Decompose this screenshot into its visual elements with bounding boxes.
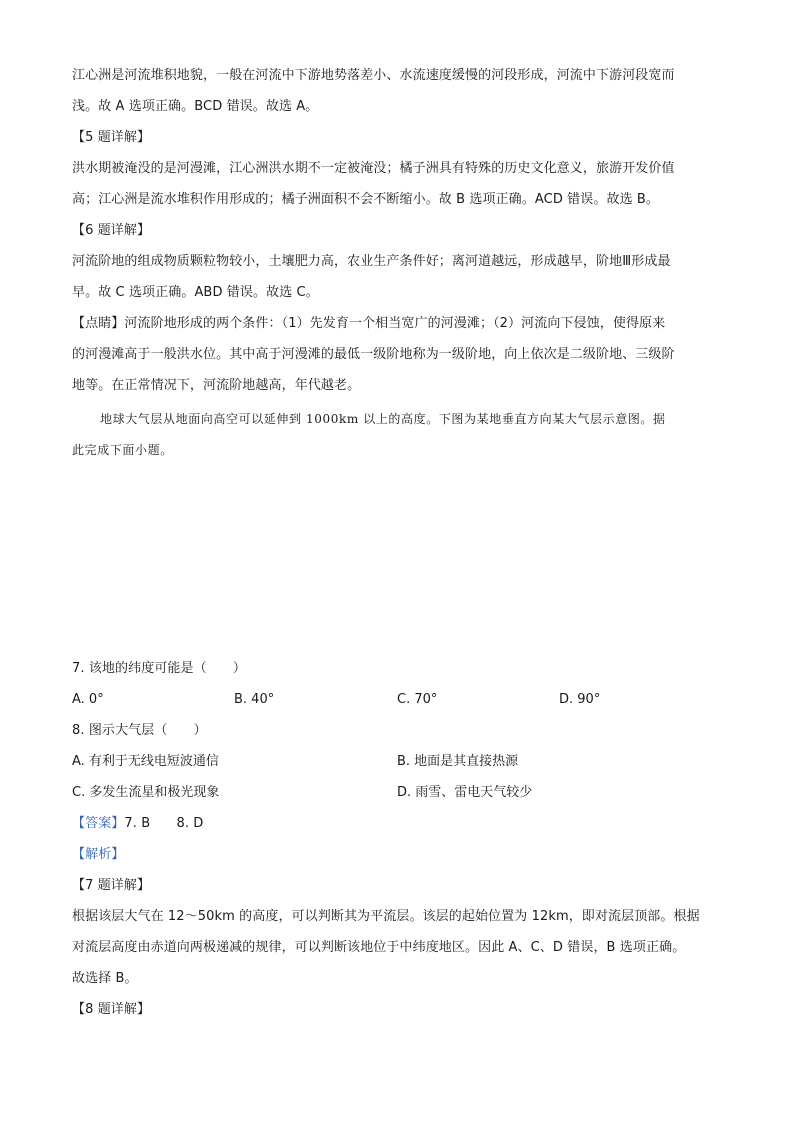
text-line: 早。故 C 选项正确。ABD 错误。故选 C。 bbox=[72, 285, 319, 300]
text-line: 浅。故 A 选项正确。BCD 错误。故选 A。 bbox=[72, 99, 319, 114]
intro-line: 此完成下面小题。 bbox=[72, 443, 173, 457]
answer-label: 【答案】 bbox=[72, 816, 125, 831]
q8-option-d: D. 雨雪、雷电天气较少 bbox=[397, 785, 533, 800]
q8-detail-heading: 【8 题详解】 bbox=[72, 1002, 151, 1017]
q7-stem: 7. 该地的纬度可能是（ ） bbox=[72, 661, 247, 676]
q7-option-d: D. 90° bbox=[559, 692, 601, 707]
text-line: 河流阶地的组成物质颗粒物较小，土壤肥力高，农业生产条件好；离河道越远，形成越早，阶地Ⅲ形成最 bbox=[72, 254, 671, 269]
answer-text: 7. B 8. D bbox=[124, 816, 204, 831]
q8-stem: 8. 图示大气层（ ） bbox=[72, 723, 207, 738]
q8-option-a: A. 有利于无线电短波通信 bbox=[72, 754, 219, 769]
text-line: 洪水期被淹没的是河漫滩，江心洲洪水期不一定被淹没；橘子洲具有特殊的历史文化意义，旅游开发价值 bbox=[72, 161, 675, 176]
analysis-label: 【解析】 bbox=[72, 847, 125, 862]
q8-option-c: C. 多发生流星和极光现象 bbox=[72, 785, 220, 800]
text-line: 江心洲是河流堆积地貌，一般在河流中下游地势落差小、水流速度缓慢的河段形成，河流中下游河段宽而 bbox=[72, 68, 675, 83]
q7-detail-heading: 【7 题详解】 bbox=[72, 878, 151, 893]
text-line: 对流层高度由赤道向两极递减的规律，可以判断该地位于中纬度地区。因此 A、C、D 错误，B 选项正确。 bbox=[72, 940, 686, 955]
q5-heading: 【5 题详解】 bbox=[72, 130, 151, 145]
tip-line: 【点睛】河流阶地形成的两个条件：（1）先发育一个相当宽广的河漫滩；（2）河流向下侵蚀，使得原来 bbox=[72, 316, 666, 331]
text-line: 高；江心洲是流水堆积作用形成的；橘子洲面积不会不断缩小。故 B 选项正确。ACD 错误。故选 B。 bbox=[72, 192, 660, 207]
intro-line: 地球大气层从地面向高空可以延伸到 1000km 以上的高度。下图为某地垂直方向某大气层示意图。据 bbox=[100, 412, 666, 426]
answer-line bbox=[72, 814, 203, 834]
tip-line: 地等。在正常情况下，河流阶地越高，年代越老。 bbox=[72, 378, 361, 393]
q6-heading: 【6 题详解】 bbox=[72, 223, 151, 238]
figure-placeholder bbox=[72, 470, 722, 650]
q7-option-b: B. 40° bbox=[234, 692, 275, 707]
text-line: 故选择 B。 bbox=[72, 971, 138, 986]
q8-option-b: B. 地面是其直接热源 bbox=[397, 754, 519, 769]
q7-option-a: A. 0° bbox=[72, 692, 104, 707]
q7-option-c: C. 70° bbox=[397, 692, 438, 707]
tip-line: 的河漫滩高于一般洪水位。其中高于河漫滩的最低一级阶地称为一级阶地，向上依次是二级阶地、三级阶 bbox=[72, 347, 675, 362]
text-line: 根据该层大气在 12～50km 的高度，可以判断其为平流层。该层的起始位置为 12km，即对流层顶部。根据 bbox=[72, 909, 700, 924]
